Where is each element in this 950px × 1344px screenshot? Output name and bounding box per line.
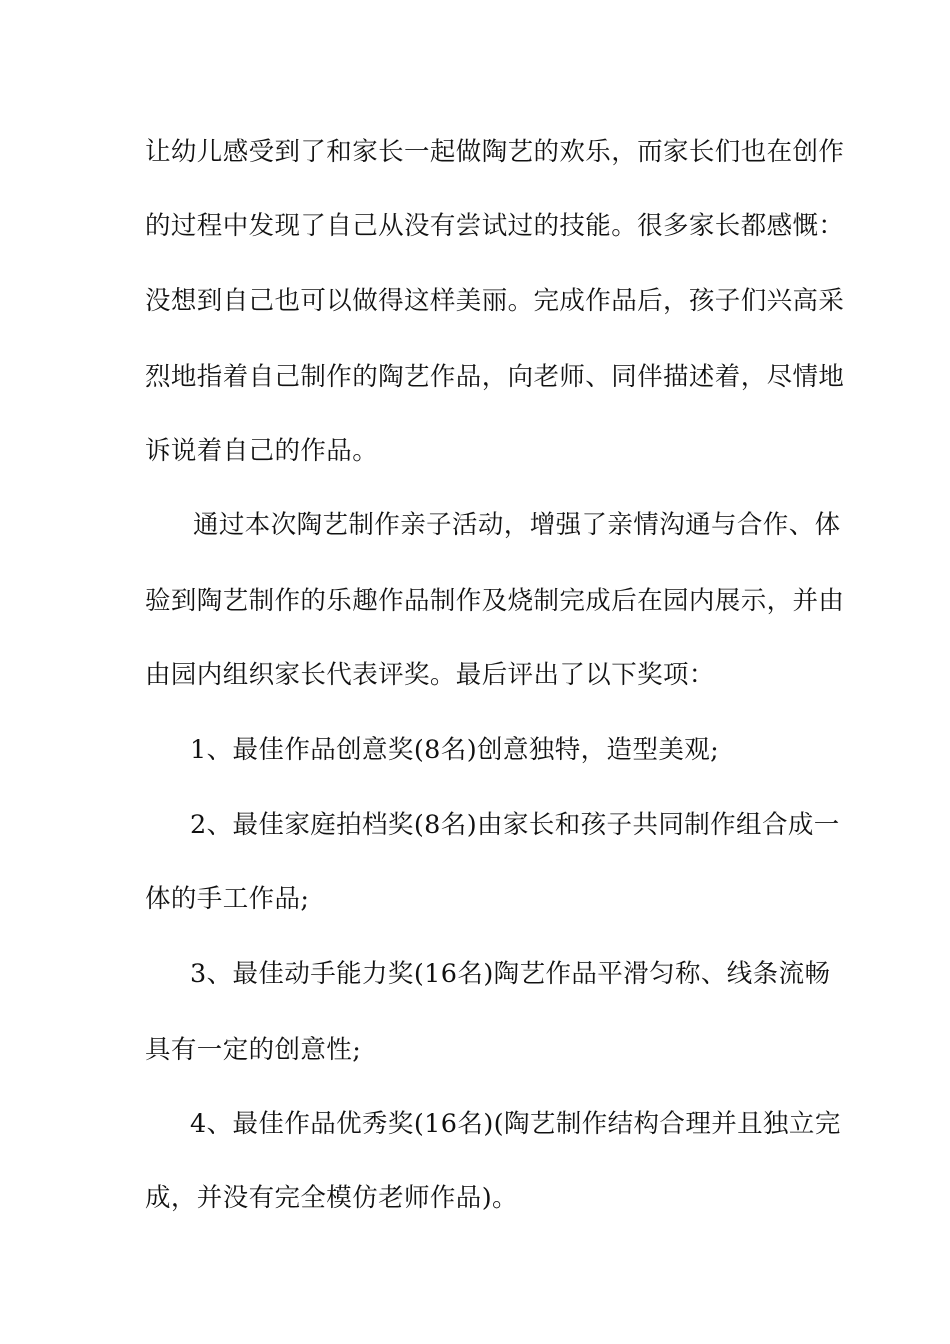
paragraph-start-line: 通过本次陶艺制作亲子活动，增强了亲情沟通与合作、体 (193, 510, 841, 540)
award-item-2: 2、最佳家庭拍档奖(8名)由家长和孩子共同制作组合成一 (190, 810, 840, 840)
text-line: 的过程中发现了自己从没有尝试过的技能。很多家长都感慨： (145, 211, 845, 241)
text-line: 成，并没有完全模仿老师作品)。 (145, 1183, 518, 1213)
text-line: 验到陶艺制作的乐趣作品制作及烧制完成后在园内展示，并由 (145, 586, 845, 616)
award-item-3: 3、最佳动手能力奖(16名)陶艺作品平滑匀称、线条流畅 (190, 959, 831, 989)
text-line: 让幼儿感受到了和家长一起做陶艺的欢乐，而家长们也在创作 (145, 137, 845, 167)
award-item-1: 1、最佳作品创意奖(8名)创意独特，造型美观; (190, 735, 720, 765)
text-line: 诉说着自己的作品。 (145, 436, 379, 466)
award-item-4: 4、最佳作品优秀奖(16名)(陶艺制作结构合理并且独立完 (190, 1109, 841, 1139)
text-line: 烈地指着自己制作的陶艺作品，向老师、同伴描述着，尽情地 (145, 362, 845, 392)
text-line: 具有一定的创意性; (145, 1035, 362, 1065)
text-line: 体的手工作品; (145, 884, 310, 914)
text-line: 没想到自己也可以做得这样美丽。完成作品后，孩子们兴高采 (145, 286, 845, 316)
text-line: 由园内组织家长代表评奖。最后评出了以下奖项： (145, 660, 715, 690)
